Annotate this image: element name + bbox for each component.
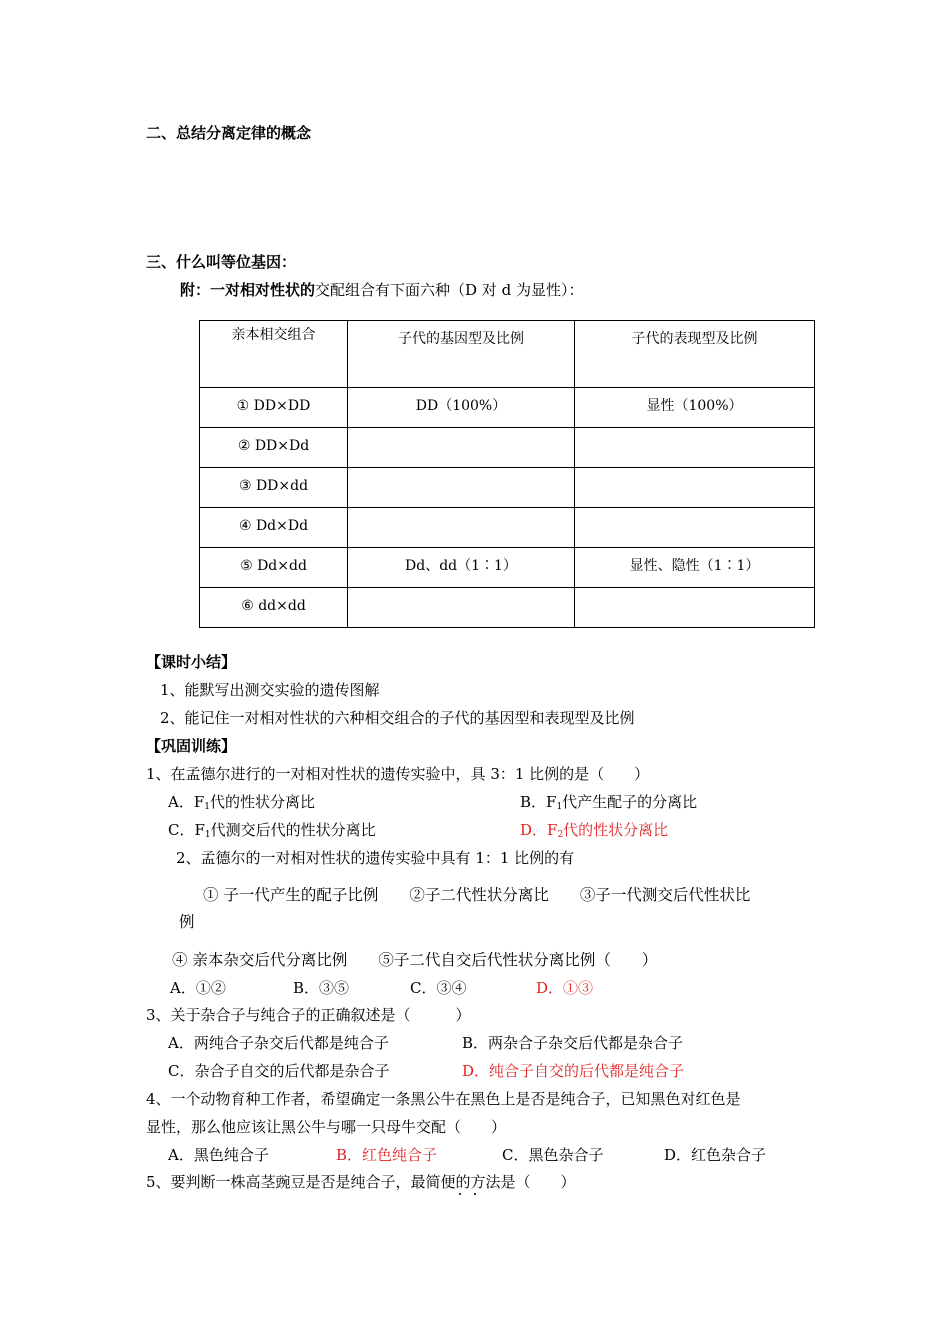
table-header-row <box>200 321 815 388</box>
q2-option-d-answer: D．①③ <box>536 979 594 997</box>
table-row <box>200 468 815 508</box>
appendix-line <box>180 280 583 300</box>
q1-stem: 1、在孟德尔进行的一对相对性状的遗传实验中，具 3：1 比例的是（ ） <box>146 765 650 783</box>
cell-cross: ⑤ Dd×dd <box>200 548 348 588</box>
emphasis-dot <box>474 1193 476 1195</box>
cell-cross: ④ Dd×Dd <box>200 508 348 548</box>
cell-cross: ⑥ dd×dd <box>200 588 348 628</box>
cell-genotype: DD（100%） <box>348 388 575 428</box>
q5-stem: 5、要判断一株高茎豌豆是否是纯合子，最简便的方法是（ ） <box>146 1173 576 1191</box>
section-2-title: 二、总结分离定律的概念 <box>146 124 312 142</box>
header-phenotype: 子代的表现型及比例 <box>575 321 815 388</box>
cell-phenotype <box>575 428 815 468</box>
section-3-title: 三、什么叫等位基因： <box>146 253 297 271</box>
q2-stem: 2、孟德尔的一对相对性状的遗传实验中具有 1：1 比例的有 <box>176 849 575 867</box>
q1-option-d-answer: D．$F_2$代的性状分离比 <box>520 821 669 840</box>
table-row <box>200 428 815 468</box>
summary-item: 2、能记住一对相对性状的六种相交组合的子代的基因型和表现型及比例 <box>160 709 635 727</box>
q2-statement-wrap: 例 <box>179 913 195 931</box>
cell-phenotype <box>575 588 815 628</box>
cell-phenotype: 显性、隐性（1∶1） <box>575 548 815 588</box>
cell-phenotype: 显性（100%） <box>575 388 815 428</box>
cell-genotype <box>348 588 575 628</box>
table-row <box>200 388 815 428</box>
q4-stem-line2: 显性，那么他应该让黑公牛与哪一只母牛交配（ ） <box>146 1118 507 1136</box>
q3-stem: 3、关于杂合子与纯合子的正确叙述是（ ） <box>146 1006 471 1024</box>
q2-option-b: B．③⑤ <box>293 979 350 997</box>
cell-cross: ① DD×DD <box>200 388 348 428</box>
q3-option-b: B．两杂合子杂交后代都是杂合子 <box>462 1034 684 1052</box>
q1-option-a: A．$F_1$代的性状分离比 <box>168 793 315 812</box>
cell-genotype <box>348 468 575 508</box>
cell-genotype: Dd、dd（1∶1） <box>348 548 575 588</box>
table-row <box>200 588 815 628</box>
cell-cross: ② DD×Dd <box>200 428 348 468</box>
cell-genotype <box>348 508 575 548</box>
q4-stem-line1: 4、一个动物育种工作者，希望确定一条黑公牛在黑色上是否是纯合子，已知黑色对红色是 <box>146 1090 741 1108</box>
q3-option-c: C．杂合子自交的后代都是杂合子 <box>168 1062 390 1080</box>
q1-option-b: B．$F_1$代产生配子的分离比 <box>520 793 698 812</box>
practice-title: 【巩固训练】 <box>146 737 237 755</box>
q4-option-d: D．红色杂合子 <box>664 1146 767 1164</box>
appendix-rest: 交配组合有下面六种（D 对 d 为显性）： <box>315 281 584 299</box>
header-genotype: 子代的基因型及比例 <box>348 321 575 388</box>
cell-genotype <box>348 428 575 468</box>
q4-option-a: A．黑色纯合子 <box>168 1146 269 1164</box>
cell-cross: ③ DD×dd <box>200 468 348 508</box>
cell-phenotype <box>575 468 815 508</box>
table-row <box>200 508 815 548</box>
summary-title: 【课时小结】 <box>146 653 237 671</box>
q2-option-c: C．③④ <box>410 979 467 997</box>
q2-option-a: A．①② <box>170 979 226 997</box>
q3-option-d-answer: D．纯合子自交的后代都是纯合子 <box>462 1062 685 1080</box>
cell-phenotype <box>575 508 815 548</box>
q4-option-c: C．黑色杂合子 <box>502 1146 604 1164</box>
q3-option-a: A．两纯合子杂交后代都是纯合子 <box>168 1034 389 1052</box>
appendix-bold: 附：一对相对性状的 <box>180 281 316 299</box>
header-cross: 亲本相交组合 <box>200 321 348 388</box>
q2-statement-line1: ① 子一代产生的配子比例 ②子二代性状分离比 ③子一代测交后代性状比 <box>203 886 751 904</box>
emphasis-dot <box>459 1193 461 1195</box>
q1-option-c: C．$F_1$代测交后代的性状分离比 <box>168 821 376 840</box>
genotype-table <box>199 320 815 628</box>
q4-option-b-answer: B．红色纯合子 <box>336 1146 438 1164</box>
q2-statement-line2: ④ 亲本杂交后代分离比例 ⑤子二代自交后代性状分离比例（ ） <box>172 951 658 969</box>
summary-item: 1、能默写出测交实验的遗传图解 <box>160 681 380 699</box>
table-row <box>200 548 815 588</box>
